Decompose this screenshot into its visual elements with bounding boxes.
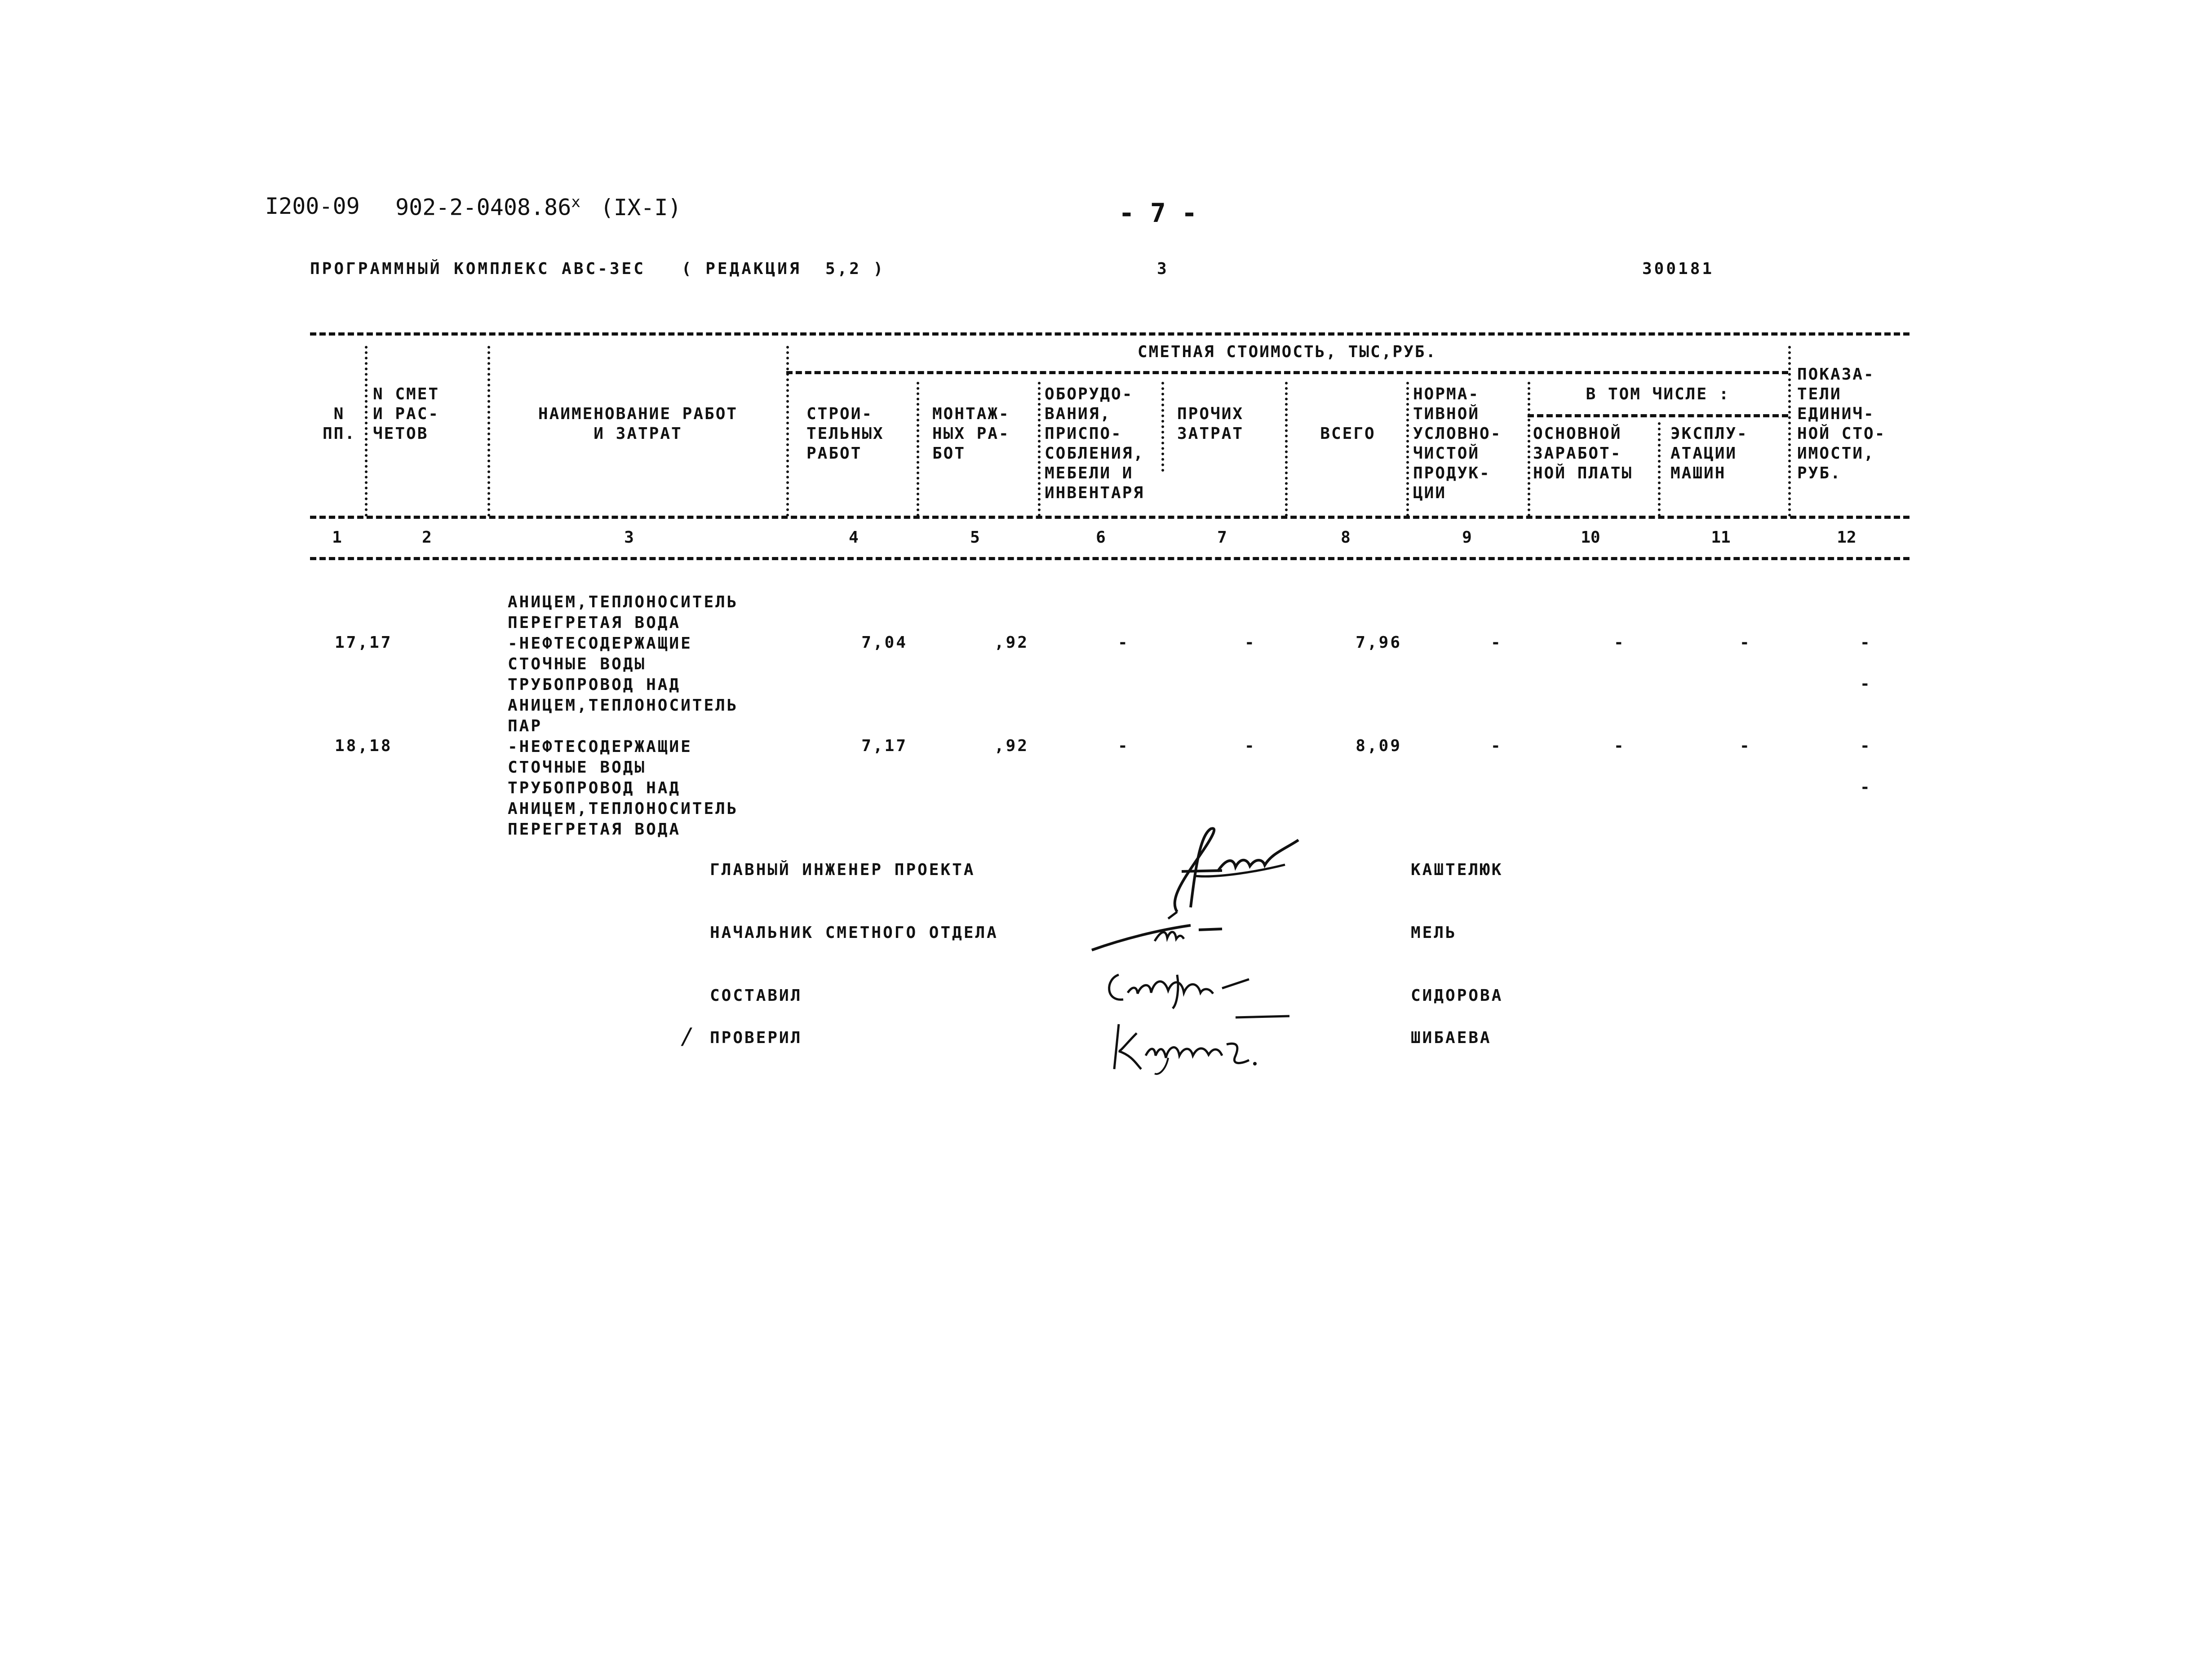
col-separator	[365, 346, 368, 517]
program-code: 3	[1157, 260, 1169, 278]
signature-role: СОСТАВИЛ	[710, 986, 802, 1005]
column-number: 2	[422, 528, 432, 547]
column-number: 4	[849, 528, 859, 547]
header-line: ТЕЛЬНЫХ	[806, 424, 884, 443]
installation-cost: ,92	[994, 737, 1029, 755]
installation-cost: ,92	[994, 633, 1029, 652]
header-c10	[1533, 424, 1633, 483]
unit-cost: -	[1860, 675, 1872, 693]
work-name-line: ПАР	[508, 717, 543, 735]
signature-role: НАЧАЛЬНИК СМЕТНОГО ОТДЕЛА	[710, 924, 998, 942]
column-number: 12	[1837, 528, 1856, 547]
col-separator	[917, 382, 919, 517]
header-line: ПП.	[322, 424, 356, 443]
header-line: НОЙ СТО-	[1797, 424, 1886, 443]
header-line: N	[333, 405, 345, 423]
machine-operation: -	[1740, 737, 1751, 755]
header-line: ПРИСПО-	[1045, 424, 1122, 443]
leading-name-line: АНИЦЕМ,ТЕПЛОНОСИТЕЛЬ	[508, 593, 739, 611]
header-line: ЗАРАБОТ-	[1533, 444, 1622, 463]
other-cost: -	[1245, 737, 1256, 755]
column-number: 5	[970, 528, 980, 547]
work-name-line: АНИЦЕМ,ТЕПЛОНОСИТЕЛЬ	[508, 696, 739, 715]
work-name-line: СТОЧНЫЕ ВОДЫ	[508, 655, 647, 673]
header-line: ИМОСТИ,	[1797, 444, 1875, 463]
header-line: ЗАТРАТ	[1177, 424, 1244, 443]
total-cost: 8,09	[1356, 737, 1402, 755]
page-number: - 7 -	[1119, 198, 1197, 228]
signature-name: КАШТЕЛЮК	[1411, 861, 1503, 879]
header-line: ТИВНОЙ	[1413, 405, 1480, 423]
header-line: ЧИСТОЙ	[1413, 444, 1480, 463]
project-code	[395, 193, 682, 221]
work-name-line: ТРУБОПРОВОД НАД	[508, 779, 681, 797]
col-separator	[487, 346, 490, 517]
signature-name: ШИБАЕВА	[1411, 1029, 1492, 1047]
header-c7	[1177, 404, 1244, 444]
work-name-line: ПЕРЕГРЕТАЯ ВОДА	[508, 820, 681, 839]
header-line: ПРОЧИХ	[1177, 405, 1244, 423]
header-line: НОРМА-	[1413, 385, 1480, 403]
sheet-ref: (IX-I)	[600, 194, 682, 221]
header-subgroup: В ТОМ ЧИСЛЕ :	[1586, 385, 1730, 403]
unit-cost: -	[1860, 633, 1872, 652]
header-c3	[494, 404, 782, 444]
header-c1	[315, 404, 364, 444]
unit-cost: -	[1860, 778, 1872, 796]
signature-role: ГЛАВНЫЙ ИНЖЕНЕР ПРОЕКТА	[710, 861, 975, 879]
header-line: ИНВЕНТАРЯ	[1045, 484, 1145, 502]
total-cost: 7,96	[1356, 633, 1402, 652]
construction-cost: 7,04	[861, 633, 908, 652]
work-name-line: СТОЧНЫЕ ВОДЫ	[508, 758, 647, 777]
signature-role: ПРОВЕРИЛ	[710, 1029, 802, 1047]
header-line: СОБЛЕНИЯ,	[1045, 444, 1145, 463]
col-separator	[1658, 422, 1661, 517]
signature-compiler	[1101, 961, 1271, 1011]
check-mark: /	[681, 1023, 695, 1049]
signature-estimate-head	[1087, 907, 1236, 957]
header-line: НАИМЕНОВАНИЕ РАБОТ	[538, 405, 738, 423]
header-line: ТЕЛИ	[1797, 385, 1842, 403]
header-line: РУБ.	[1797, 464, 1842, 482]
header-c5	[932, 404, 1010, 464]
doc-code: I200-09	[265, 193, 360, 219]
column-number: 11	[1711, 528, 1731, 547]
equipment-cost: -	[1118, 737, 1130, 755]
header-line: РАБОТ	[806, 444, 862, 463]
header-line: СТРОИ-	[806, 405, 873, 423]
header-c2	[373, 385, 439, 444]
col-separator	[1788, 346, 1791, 517]
header-line: ЧЕТОВ	[373, 424, 429, 443]
base-wages: -	[1614, 633, 1626, 652]
col-separator	[786, 346, 789, 517]
header-line: УСЛОВНО-	[1413, 424, 1502, 443]
signature-chief-engineer	[1150, 822, 1312, 916]
normative-production: -	[1491, 737, 1502, 755]
col-separator	[1406, 382, 1409, 517]
column-number: 10	[1581, 528, 1600, 547]
header-c12	[1797, 365, 1886, 483]
col-separator	[1285, 382, 1288, 517]
work-name-line: ТРУБОПРОВОД НАД	[508, 676, 681, 694]
header-line: МЕБЕЛИ И	[1045, 464, 1134, 482]
table-top-rule	[310, 332, 1909, 336]
construction-cost: 7,17	[861, 737, 908, 755]
column-number: 6	[1096, 528, 1106, 547]
col-separator	[1038, 382, 1041, 517]
program-line: ПРОГРАММНЫЙ КОМПЛЕКС АВС-ЗЕС ( РЕДАКЦИЯ 5,2 )	[310, 260, 886, 278]
col-separator	[1161, 382, 1164, 472]
equipment-cost: -	[1118, 633, 1130, 652]
header-line: И ЗАТРАТ	[594, 424, 682, 443]
project-code-superscript: x	[571, 193, 580, 211]
base-wages: -	[1614, 737, 1626, 755]
header-line: ОБОРУДО-	[1045, 385, 1134, 403]
signature-name: МЕЛЬ	[1411, 924, 1457, 942]
signature-name: СИДОРОВА	[1411, 986, 1503, 1005]
header-line: ЭКСПЛУ-	[1670, 424, 1748, 443]
unit-cost: -	[1860, 737, 1872, 755]
header-line: ОСНОВНОЙ	[1533, 424, 1622, 443]
signature-checker	[1101, 1006, 1294, 1078]
header-c9	[1413, 385, 1502, 503]
header-group: СМЕТНАЯ СТОИМОСТЬ, ТЫС,РУБ.	[1137, 343, 1437, 361]
col-separator	[1528, 382, 1530, 517]
header-c6	[1045, 385, 1144, 503]
machine-operation: -	[1740, 633, 1751, 652]
leading-name-line: ПЕРЕГРЕТАЯ ВОДА	[508, 614, 681, 632]
header-bottom-rule	[310, 516, 1909, 519]
normative-production: -	[1491, 633, 1502, 652]
column-number: 9	[1462, 528, 1472, 547]
header-line: ВСЕГО	[1320, 424, 1376, 443]
header-line: БОТ	[932, 444, 966, 463]
group-rule	[786, 371, 1788, 374]
header-line: ПОКАЗА-	[1797, 365, 1875, 384]
header-c11	[1670, 424, 1748, 483]
work-name-line: АНИЦЕМ,ТЕПЛОНОСИТЕЛЬ	[508, 800, 739, 818]
column-number: 8	[1341, 528, 1351, 547]
row-number: 17,17	[335, 633, 393, 652]
header-line: И РАС-	[373, 405, 440, 423]
header-line: ВАНИЯ,	[1045, 405, 1112, 423]
header-line: ЕДИНИЧ-	[1797, 405, 1875, 423]
column-number: 1	[332, 528, 342, 547]
header-line: N СМЕТ	[373, 385, 440, 403]
work-name-line: -НЕФТЕСОДЕРЖАЩИЕ	[508, 738, 692, 756]
header-line: МОНТАЖ-	[932, 405, 1010, 423]
other-cost: -	[1245, 633, 1256, 652]
header-line: МАШИН	[1670, 464, 1726, 482]
colnum-bottom-rule	[310, 557, 1909, 560]
header-line: НЫХ РА-	[932, 424, 1010, 443]
subgroup-rule	[1528, 414, 1788, 417]
work-name-line: -НЕФТЕСОДЕРЖАЩИЕ	[508, 634, 692, 653]
row-number: 18,18	[335, 737, 393, 755]
header-c4	[806, 404, 884, 464]
project-code-text: 902-2-0408.86	[395, 194, 572, 221]
header-line: ПРОДУК-	[1413, 464, 1491, 482]
header-line: АТАЦИИ	[1670, 444, 1737, 463]
header-line: НОЙ ПЛАТЫ	[1533, 464, 1633, 482]
header-c8	[1294, 424, 1402, 444]
column-number: 3	[624, 528, 634, 547]
header-line: ЦИИ	[1413, 484, 1447, 502]
doc-number: 300181	[1642, 260, 1715, 278]
column-number: 7	[1217, 528, 1227, 547]
